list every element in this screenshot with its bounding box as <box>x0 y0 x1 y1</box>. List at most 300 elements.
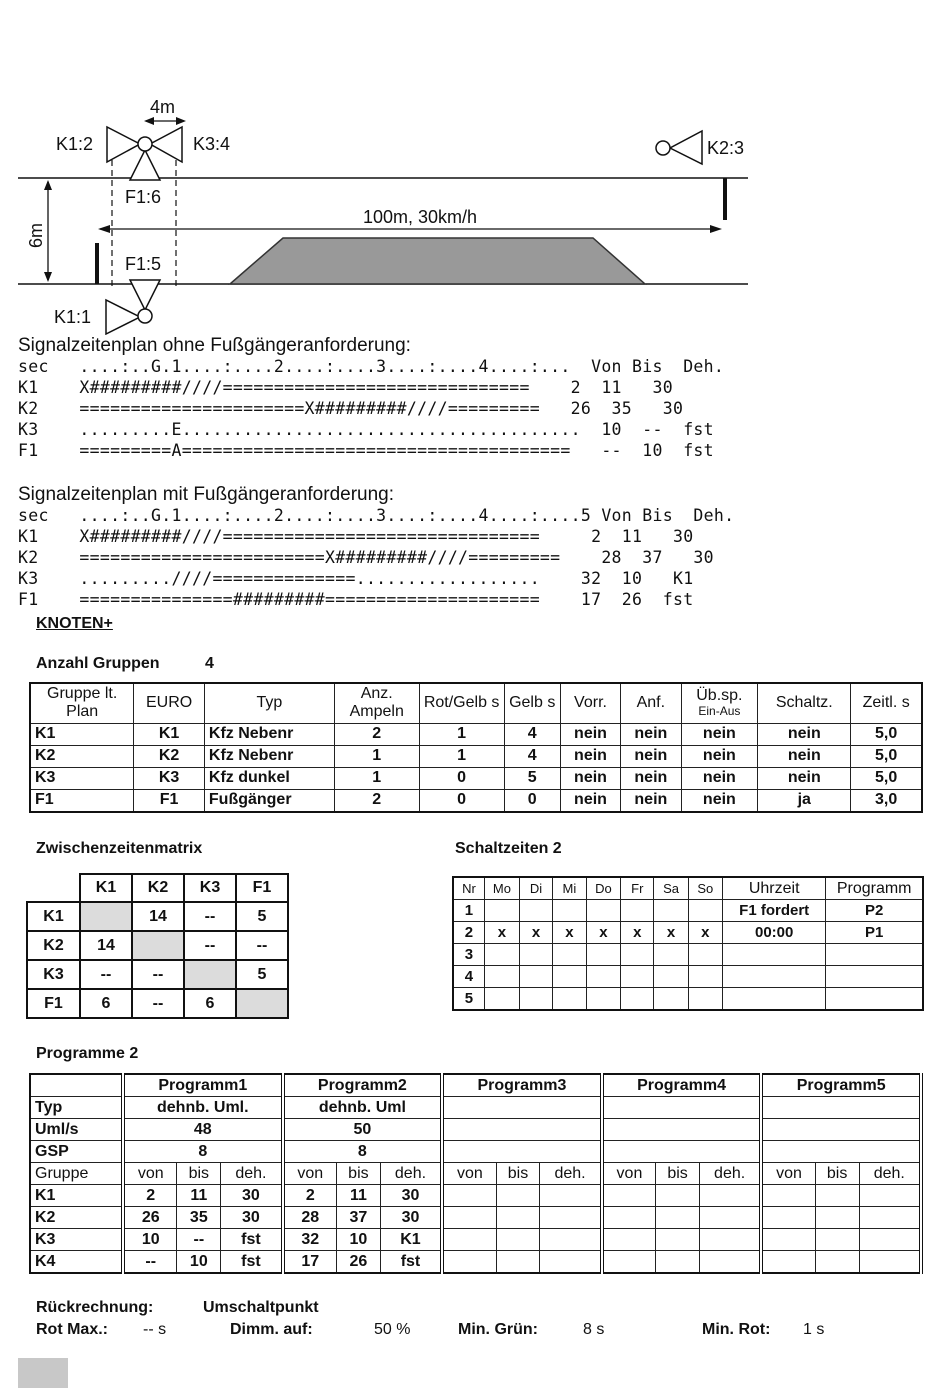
table-cell <box>586 944 621 966</box>
table-cell <box>723 944 826 966</box>
schalt-col-header: Mo <box>484 877 519 900</box>
mingruen-label: Min. Grün: <box>458 1321 538 1338</box>
table-cell: nein <box>621 767 681 789</box>
table-cell: 14 <box>80 931 132 960</box>
table-cell: K1 <box>27 902 80 931</box>
table-cell <box>496 1185 540 1207</box>
table-cell <box>30 1074 123 1097</box>
label-100m: 100m, 30km/h <box>363 207 478 227</box>
col-header: Schaltz. <box>758 683 851 723</box>
minrot-value: 1 s <box>803 1321 825 1338</box>
table-cell <box>602 1207 656 1229</box>
table-cell: nein <box>621 789 681 812</box>
table-cell <box>859 1229 921 1251</box>
table-cell: 1 <box>453 900 484 922</box>
table-cell: nein <box>560 789 620 812</box>
table-cell <box>859 1185 921 1207</box>
col-header <box>681 683 758 723</box>
label-k1-1: K1:1 <box>54 307 92 327</box>
col-header: Typ <box>204 683 334 723</box>
table-cell: bis <box>656 1163 700 1185</box>
table-cell <box>553 966 587 988</box>
table-cell: deh. <box>540 1163 602 1185</box>
zwischen-title: Zwischenzeitenmatrix <box>36 840 203 857</box>
table-cell: 6 <box>80 989 132 1018</box>
table-cell <box>621 988 654 1011</box>
table-cell: -- <box>184 931 236 960</box>
table-cell <box>688 966 722 988</box>
anzahl-gruppen-value: 4 <box>205 655 214 672</box>
table-row <box>30 1074 921 1097</box>
plan-mit-line: F1 ===============#########===================== 17 26 fst <box>18 590 694 609</box>
table-cell: Programm2 <box>283 1074 443 1097</box>
table-cell: 28 <box>283 1207 337 1229</box>
table-cell: 2 <box>283 1185 337 1207</box>
table-cell: 10 <box>177 1251 221 1274</box>
plan-ohne-line: K2 ======================X#########////========= 26 35 30 <box>18 399 684 418</box>
table-cell <box>602 1185 656 1207</box>
table-cell: 1 <box>334 767 419 789</box>
table-cell <box>654 900 688 922</box>
table-cell: von <box>123 1163 177 1185</box>
table-cell: 2 <box>334 723 419 745</box>
table-cell: -- <box>177 1229 221 1251</box>
label-k2-3: K2:3 <box>707 138 745 158</box>
table-cell: nein <box>681 767 758 789</box>
table-cell: Gruppe <box>30 1163 123 1185</box>
table-cell: 1 <box>419 745 504 767</box>
mingruen-value: 8 s <box>583 1321 605 1338</box>
table-cell <box>815 1251 859 1274</box>
knoten-table <box>29 682 923 813</box>
table-row <box>27 989 288 1018</box>
table-cell <box>496 1229 540 1251</box>
table-cell: K1 <box>30 723 134 745</box>
table-cell <box>602 1251 656 1274</box>
table-cell <box>761 1251 815 1274</box>
table-cell: 50 <box>283 1119 443 1141</box>
table-cell: K2 <box>27 931 80 960</box>
table-row <box>30 1207 921 1229</box>
table-cell: x <box>484 922 519 944</box>
table-cell: nein <box>758 723 851 745</box>
table-cell: 5,0 <box>851 723 922 745</box>
table-cell <box>519 966 552 988</box>
table-cell: x <box>519 922 552 944</box>
table-cell: 4 <box>504 745 560 767</box>
table-cell: nein <box>621 745 681 767</box>
table-cell: nein <box>758 767 851 789</box>
signal-cluster-bottom <box>106 280 160 334</box>
table-cell: 4 <box>453 966 484 988</box>
table-row <box>453 900 923 922</box>
table-cell <box>586 988 621 1011</box>
table-cell: 00:00 <box>723 922 826 944</box>
programme-table <box>29 1073 923 1274</box>
table-cell <box>602 1097 762 1119</box>
col-header: Gelb s <box>504 683 560 723</box>
table-cell <box>496 1251 540 1274</box>
plan-ohne-line: K3 .........E....................................... 10 -- fst <box>18 420 714 439</box>
table-cell: x <box>586 922 621 944</box>
rotmax-value: -- s <box>143 1321 167 1338</box>
table-cell: K2 <box>30 745 134 767</box>
zwischen-col: K2 <box>132 874 184 902</box>
table-cell <box>723 966 826 988</box>
table-cell: Fußgänger <box>204 789 334 812</box>
table-cell: 5,0 <box>851 767 922 789</box>
table-row <box>30 789 922 812</box>
table-cell <box>519 944 552 966</box>
table-cell <box>442 1097 602 1119</box>
table-cell: nein <box>681 723 758 745</box>
table-row <box>27 960 288 989</box>
table-cell <box>654 944 688 966</box>
zwischen-col: F1 <box>236 874 288 902</box>
table-cell <box>586 900 621 922</box>
table-cell: deh. <box>380 1163 442 1185</box>
table-cell: 3,0 <box>851 789 922 812</box>
table-cell <box>826 966 923 988</box>
table-cell: fst <box>221 1251 283 1274</box>
table-cell <box>442 1251 496 1274</box>
table-cell <box>654 988 688 1011</box>
table-cell: 5,0 <box>851 745 922 767</box>
table-cell: K3 <box>27 960 80 989</box>
table-cell: 8 <box>283 1141 443 1163</box>
label-6m: 6m <box>26 222 46 248</box>
schalt-col-header: Fr <box>621 877 654 900</box>
table-cell <box>540 1251 602 1274</box>
signal-k2 <box>656 131 702 164</box>
table-cell <box>621 900 654 922</box>
plan-ohne-line: sec ....:..G.1....:....2....:....3....:....4....:... Von Bis Deh. <box>18 357 725 376</box>
table-cell: 0 <box>419 767 504 789</box>
zwischen-table <box>26 873 289 1019</box>
table-cell <box>761 1097 921 1119</box>
table-row <box>30 1229 921 1251</box>
table-cell: von <box>442 1163 496 1185</box>
table-cell: 0 <box>504 789 560 812</box>
table-cell: F1 <box>134 789 205 812</box>
table-cell <box>540 1185 602 1207</box>
plan-mit-title: Signalzeitenplan mit Fußgängeranforderung: <box>18 484 395 505</box>
table-cell <box>586 966 621 988</box>
col-header: Gruppe lt. Plan <box>30 683 134 723</box>
table-cell: 37 <box>337 1207 381 1229</box>
table-cell <box>699 1229 761 1251</box>
table-cell <box>859 1251 921 1274</box>
table-cell <box>656 1207 700 1229</box>
table-cell: deh. <box>699 1163 761 1185</box>
table-cell <box>826 944 923 966</box>
table-cell: 30 <box>380 1185 442 1207</box>
anzahl-gruppen-label: Anzahl Gruppen <box>36 655 160 672</box>
table-cell <box>442 1185 496 1207</box>
table-cell <box>602 1229 656 1251</box>
table-row <box>30 1185 921 1207</box>
table-cell: K2 <box>134 745 205 767</box>
table-cell <box>699 1251 761 1274</box>
table-cell: bis <box>496 1163 540 1185</box>
table-row <box>453 988 923 1011</box>
table-cell: 0 <box>419 789 504 812</box>
table-cell: -- <box>236 931 288 960</box>
table-cell: -- <box>132 960 184 989</box>
table-cell: dehnb. Uml. <box>123 1097 283 1119</box>
table-cell: K3 <box>30 767 134 789</box>
table-cell: nein <box>560 745 620 767</box>
table-cell <box>484 900 519 922</box>
table-cell: 30 <box>221 1185 283 1207</box>
table-cell: 10 <box>123 1229 177 1251</box>
table-row <box>30 767 922 789</box>
table-cell <box>496 1207 540 1229</box>
plan-mit-line: sec ....:..G.1....:....2....:....3....:....4....:....5 Von Bis Deh. <box>18 506 735 525</box>
table-cell: -- <box>123 1251 177 1274</box>
programme-title: Programme 2 <box>36 1045 139 1062</box>
table-cell: K1 <box>134 723 205 745</box>
table-cell: Typ <box>30 1097 123 1119</box>
table-cell <box>815 1185 859 1207</box>
col-header: Rot/Gelb s <box>419 683 504 723</box>
table-cell: 17 <box>283 1251 337 1274</box>
table-cell <box>859 1207 921 1229</box>
table-cell <box>540 1207 602 1229</box>
table-cell: x <box>654 922 688 944</box>
table-cell: von <box>602 1163 656 1185</box>
label-4m: 4m <box>150 97 176 117</box>
table-cell: F1 fordert <box>723 900 826 922</box>
table-cell <box>553 944 587 966</box>
table-cell <box>761 1141 921 1163</box>
table-cell <box>761 1119 921 1141</box>
table-cell <box>236 989 288 1018</box>
col-header: Anf. <box>621 683 681 723</box>
table-cell: bis <box>337 1163 381 1185</box>
table-cell <box>484 988 519 1011</box>
table-cell: x <box>621 922 654 944</box>
traffic-island <box>230 238 645 284</box>
table-cell: P1 <box>826 922 923 944</box>
table-cell: K2 <box>30 1207 123 1229</box>
table-cell: bis <box>177 1163 221 1185</box>
plan-ohne-title: Signalzeitenplan ohne Fußgängeranforderung: <box>18 335 411 356</box>
table-cell: K4 <box>30 1251 123 1274</box>
schalt-col-header: Do <box>586 877 621 900</box>
table-cell: 6 <box>184 989 236 1018</box>
table-cell <box>602 1119 762 1141</box>
table-cell <box>815 1229 859 1251</box>
table-cell: K3 <box>134 767 205 789</box>
zwischen-col: K3 <box>184 874 236 902</box>
table-cell: nein <box>681 745 758 767</box>
table-cell <box>656 1229 700 1251</box>
plan-mit-line: K2 ========================X#########////========= 28 37 30 <box>18 548 714 567</box>
ubsp-sub-label: Ein-Aus <box>698 703 741 718</box>
table-cell: nein <box>560 767 620 789</box>
table-cell <box>656 1185 700 1207</box>
table-row <box>30 723 922 745</box>
table-cell: ja <box>758 789 851 812</box>
table-cell: von <box>761 1163 815 1185</box>
table-cell: Programm3 <box>442 1074 602 1097</box>
table-cell: Programm4 <box>602 1074 762 1097</box>
col-header: Zeitl. s <box>851 683 922 723</box>
umschalt-label: Umschaltpunkt <box>203 1299 319 1316</box>
table-cell <box>602 1141 762 1163</box>
table-cell <box>519 988 552 1011</box>
table-cell: Kfz dunkel <box>204 767 334 789</box>
table-row <box>30 745 922 767</box>
page-marker <box>18 1358 68 1388</box>
table-cell: 10 <box>337 1229 381 1251</box>
table-cell: 5 <box>453 988 484 1011</box>
table-row <box>453 922 923 944</box>
table-cell: 11 <box>337 1185 381 1207</box>
table-cell: dehnb. Uml <box>283 1097 443 1119</box>
table-cell: 2 <box>453 922 484 944</box>
table-cell: bis <box>815 1163 859 1185</box>
table-cell: K1 <box>30 1185 123 1207</box>
table-cell <box>699 1207 761 1229</box>
dimm-label: Dimm. auf: <box>230 1321 313 1338</box>
table-cell: P2 <box>826 900 923 922</box>
table-cell: nein <box>621 723 681 745</box>
table-cell: 1 <box>419 723 504 745</box>
table-cell <box>761 1207 815 1229</box>
table-cell <box>184 960 236 989</box>
table-cell: 3 <box>453 944 484 966</box>
table-cell <box>442 1141 602 1163</box>
label-f1-5: F1:5 <box>125 254 162 274</box>
schalt-col-header: Nr <box>453 877 484 900</box>
schalt-col-header: Sa <box>654 877 688 900</box>
table-cell <box>621 966 654 988</box>
table-cell: Kfz Nebenr <box>204 723 334 745</box>
table-cell: 11 <box>177 1185 221 1207</box>
table-cell <box>654 966 688 988</box>
signal-cluster-top <box>107 127 182 180</box>
table-cell <box>688 900 722 922</box>
schalt-title: Schaltzeiten 2 <box>455 840 562 857</box>
table-cell: 5 <box>236 902 288 931</box>
table-row <box>30 1119 921 1141</box>
table-cell: Programm1 <box>123 1074 283 1097</box>
table-cell <box>723 988 826 1011</box>
table-cell: K3 <box>30 1229 123 1251</box>
table-row <box>30 1163 921 1185</box>
table-cell: von <box>283 1163 337 1185</box>
table-cell <box>761 1185 815 1207</box>
table-cell <box>442 1207 496 1229</box>
table-cell <box>442 1119 602 1141</box>
schalt-table <box>452 876 924 1011</box>
dimm-value: 50 % <box>374 1321 411 1338</box>
table-cell: nein <box>560 723 620 745</box>
table-cell <box>540 1229 602 1251</box>
label-k1-2: K1:2 <box>56 134 94 154</box>
schalt-col-header: Mi <box>553 877 587 900</box>
table-cell <box>553 900 587 922</box>
table-row <box>30 1251 921 1274</box>
table-cell <box>815 1207 859 1229</box>
table-cell: K1 <box>380 1229 442 1251</box>
table-cell: -- <box>184 902 236 931</box>
table-cell: 1 <box>334 745 419 767</box>
table-cell <box>442 1229 496 1251</box>
ubsp-label: Üb.sp. <box>696 686 743 704</box>
table-row <box>453 944 923 966</box>
table-cell: fst <box>221 1229 283 1251</box>
table-cell: 32 <box>283 1229 337 1251</box>
col-header: Vorr. <box>560 683 620 723</box>
table-cell <box>80 902 132 931</box>
table-cell <box>688 988 722 1011</box>
plan-mit-line: K1 X#########////=============================== 2 11 30 <box>18 527 694 546</box>
table-cell: x <box>553 922 587 944</box>
schalt-col-header: So <box>688 877 722 900</box>
table-cell: nein <box>758 745 851 767</box>
table-cell: 2 <box>334 789 419 812</box>
table-cell: Programm5 <box>761 1074 921 1097</box>
table-cell: F1 <box>30 789 134 812</box>
table-cell <box>132 931 184 960</box>
label-k3-4: K3:4 <box>193 134 231 154</box>
label-f1-6: F1:6 <box>125 187 162 207</box>
table-cell: nein <box>681 789 758 812</box>
rueck-label: Rückrechnung: <box>36 1299 154 1316</box>
table-cell: 30 <box>380 1207 442 1229</box>
table-cell: 48 <box>123 1119 283 1141</box>
table-cell: 2 <box>123 1185 177 1207</box>
schalt-col-header: Uhrzeit <box>723 877 826 900</box>
table-cell: Kfz Nebenr <box>204 745 334 767</box>
minrot-label: Min. Rot: <box>702 1321 771 1338</box>
table-cell: GSP <box>30 1141 123 1163</box>
table-cell <box>656 1251 700 1274</box>
table-cell: deh. <box>221 1163 283 1185</box>
table-cell <box>484 966 519 988</box>
table-cell: F1 <box>27 989 80 1018</box>
table-cell <box>688 944 722 966</box>
table-cell <box>826 988 923 1011</box>
table-cell <box>699 1185 761 1207</box>
table-cell <box>621 944 654 966</box>
col-header: EURO <box>134 683 205 723</box>
table-cell: 4 <box>504 723 560 745</box>
table-cell: 8 <box>123 1141 283 1163</box>
table-row <box>30 1097 921 1119</box>
table-cell: x <box>688 922 722 944</box>
table-cell: 30 <box>221 1207 283 1229</box>
rotmax-label: Rot Max.: <box>36 1321 108 1338</box>
schalt-col-header: Di <box>519 877 552 900</box>
table-cell <box>761 1229 815 1251</box>
table-cell: 26 <box>123 1207 177 1229</box>
table-cell: -- <box>80 960 132 989</box>
table-row <box>27 902 288 931</box>
plan-ohne-line: F1 =========A====================================== -- 10 fst <box>18 441 714 460</box>
table-cell: 35 <box>177 1207 221 1229</box>
table-cell: 5 <box>504 767 560 789</box>
col-header: Anz. Ampeln <box>334 683 419 723</box>
table-cell: 14 <box>132 902 184 931</box>
knoten-title: KNOTEN+ <box>36 615 113 632</box>
schalt-col-header: Programm <box>826 877 923 900</box>
table-cell <box>484 944 519 966</box>
table-row <box>453 966 923 988</box>
